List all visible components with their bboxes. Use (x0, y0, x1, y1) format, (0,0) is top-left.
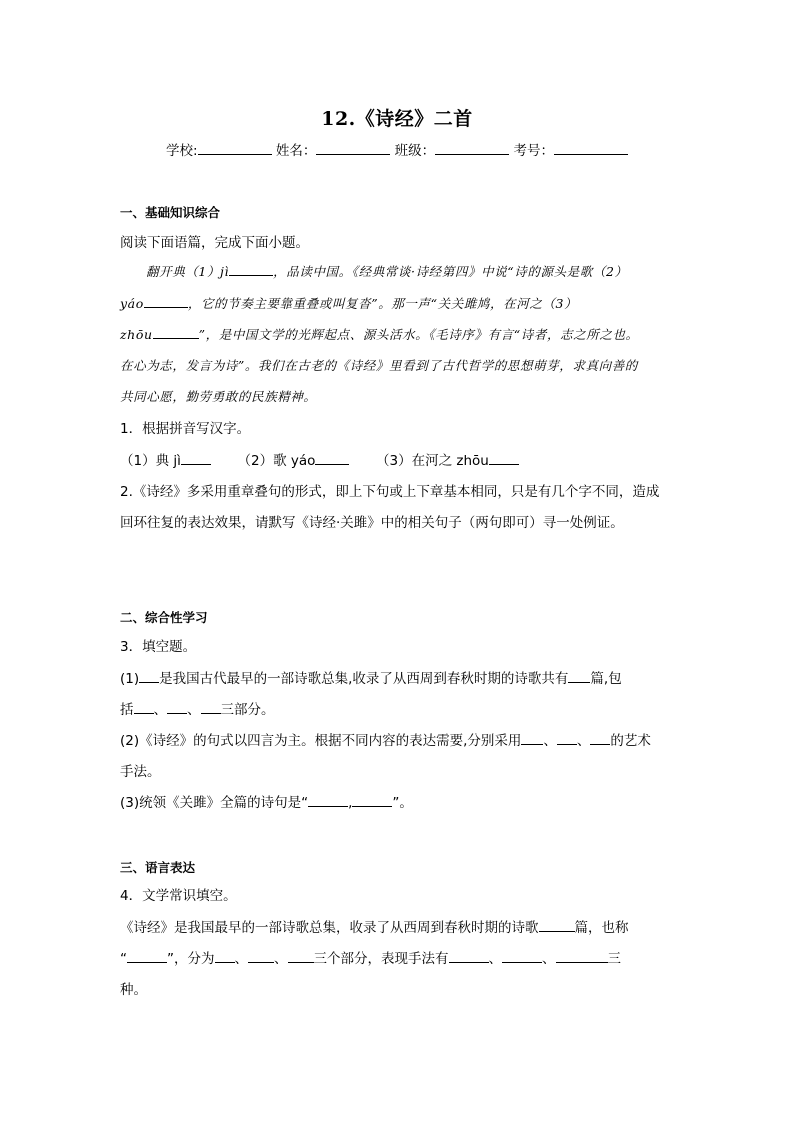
passage-line-4: 在心为志，发言为诗”。我们在古老的《诗经》里看到了古代哲学的思想萌芽，求真向善的 (120, 358, 638, 373)
q3-text: (1) (120, 671, 140, 687)
passage-text: 翻开典（1）jì (146, 264, 230, 279)
q3-text: 、 (576, 733, 591, 749)
question-2-line-2: 回环往复的表达效果，请默写《诗经·关雎》中的相关句子（两句即可）寻一处例证。 (120, 515, 624, 531)
q3-blank[interactable] (352, 793, 392, 807)
passage-blank-1[interactable] (229, 262, 273, 276)
q3-blank[interactable] (568, 669, 590, 683)
section-1-heading: 一、基础知识综合 (120, 205, 221, 220)
question-3-part-2-line-2: 手法。 (120, 764, 161, 780)
question-3-part-1-line-2 (120, 698, 275, 718)
q3-text: ”。 (392, 795, 413, 811)
q3-text: 、 (187, 702, 201, 718)
q3-text: (2)《诗经》的句式以四言为主。根据不同内容的表达需要,分别采用 (120, 733, 522, 749)
name-label: 姓名： (275, 143, 317, 159)
passage-line-5: 共同心愿，勤劳勇敢的民族精神。 (120, 389, 317, 404)
q1-item-1: （1）典 jì (120, 453, 181, 469)
question-3-prompt: 3．填空题。 (120, 639, 197, 655)
question-4-line-1 (120, 916, 629, 936)
passage-blank-2[interactable] (144, 294, 188, 308)
q1-blank-3[interactable] (489, 451, 519, 465)
q4-text: 篇，也称 (574, 920, 629, 936)
school-blank[interactable] (198, 142, 272, 155)
q4-text: 、 (542, 951, 556, 967)
q4-text: 三 (607, 951, 621, 967)
q4-blank[interactable] (215, 949, 235, 963)
q3-blank[interactable] (521, 731, 543, 745)
question-3-part-1-line-1 (120, 667, 622, 687)
question-3-part-2-line-1 (120, 729, 651, 749)
q3-blank[interactable] (590, 731, 610, 745)
q4-text: “ (120, 951, 127, 967)
q4-blank[interactable] (127, 949, 167, 963)
class-blank[interactable] (435, 142, 509, 155)
passage-text: ，品读中国。《经典常谈·诗经第四》中说“诗的源头是歌（2） (273, 264, 628, 279)
q4-text: 《诗经》是我国最早的一部诗歌总集，收录了从西周到春秋时期的诗歌 (120, 920, 539, 936)
question-2-line-1: 2.《诗经》多采用重章叠句的形式，即上下句或上下章基本相同，只是有几个字不同，造成 (120, 484, 660, 500)
q3-text: , (348, 795, 353, 811)
q4-text: 、 (274, 951, 288, 967)
q4-text: ”，分为 (167, 951, 215, 967)
q3-text: 、 (543, 733, 557, 749)
passage-line-1 (146, 262, 628, 280)
class-label: 班级： (394, 143, 436, 159)
passage-blank-3[interactable] (153, 325, 199, 339)
q3-text: 篇,包 (590, 671, 622, 687)
q4-text: 三个部分，表现手法有 (313, 951, 449, 967)
q1-item-2: （2）歌 yáo (237, 453, 316, 469)
q1-blank-2[interactable] (315, 451, 349, 465)
q4-blank[interactable] (556, 949, 608, 963)
q3-text: 、 (153, 702, 167, 718)
page-title: 12.《诗经》二首 (321, 108, 473, 130)
passage-text: ”，是中国文学的光辉起点、源头活水。《毛诗序》有言“诗者，志之所之也。 (198, 327, 639, 342)
q4-blank[interactable] (449, 949, 489, 963)
passage-text: zhōu (120, 327, 153, 342)
q3-text: 括 (120, 702, 134, 718)
exam-number-label: 考号： (513, 143, 554, 159)
q3-blank[interactable] (201, 700, 221, 714)
q1-item-3: （3）在河之 zhōu (375, 453, 489, 469)
passage-line-3 (120, 325, 639, 343)
section-2-heading: 二、综合性学习 (120, 610, 208, 625)
q3-text: 的艺术 (610, 733, 651, 749)
q4-blank[interactable] (248, 949, 274, 963)
question-4-line-3: 种。 (120, 982, 147, 998)
q3-blank[interactable] (308, 793, 348, 807)
student-info-row (0, 139, 794, 159)
q3-blank[interactable] (139, 669, 159, 683)
q4-blank[interactable] (502, 949, 542, 963)
q3-blank[interactable] (557, 731, 577, 745)
school-label: 学校: (166, 143, 198, 159)
passage-line-2 (120, 294, 577, 312)
question-1-items (120, 449, 519, 469)
q4-text: 、 (488, 951, 502, 967)
q4-blank[interactable] (288, 949, 314, 963)
passage-text: yáo (120, 296, 144, 311)
q1-blank-1[interactable] (181, 451, 211, 465)
q4-blank[interactable] (539, 918, 575, 932)
q3-blank[interactable] (134, 700, 154, 714)
section-3-heading: 三、语言表达 (120, 860, 196, 875)
q3-text: 是我国古代最早的一部诗歌总集,收录了从西周到春秋时期的诗歌共有 (159, 671, 569, 687)
q3-blank[interactable] (167, 700, 187, 714)
name-blank[interactable] (316, 142, 390, 155)
q4-text: 、 (234, 951, 248, 967)
passage-text: ，它的节奏主要靠重叠或叫复沓”。那一声“关关雎鸠，在河之（3） (187, 296, 578, 311)
question-3-part-3 (120, 791, 413, 811)
q3-text: (3)统领《关雎》全篇的诗句是“ (120, 795, 309, 811)
q3-text: 三部分。 (220, 702, 275, 718)
question-4-prompt: 4．文学常识填空。 (120, 888, 237, 904)
exam-number-blank[interactable] (554, 142, 628, 155)
section-1-instruction: 阅读下面语篇，完成下面小题。 (120, 235, 309, 251)
question-1-prompt: 1．根据拼音写汉字。 (120, 421, 251, 437)
question-4-line-2 (120, 947, 621, 967)
